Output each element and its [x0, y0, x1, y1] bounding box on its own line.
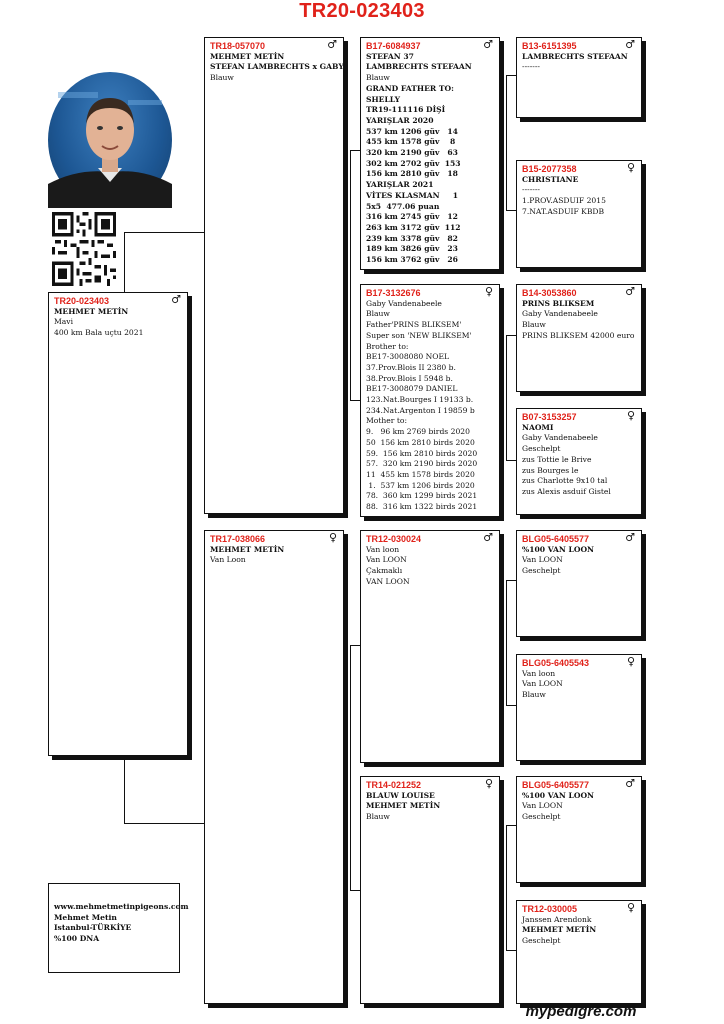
pedigree-title: TR20-023403 [299, 0, 425, 22]
card-line: 38.Prov.Blois I 5948 b. [366, 373, 453, 383]
card-line: 5x5 477.06 puan [366, 201, 440, 211]
card-line: TR19-111116 DİŞİ [366, 105, 446, 115]
sire-dam-card [360, 284, 500, 517]
card-line: Blauw [366, 73, 390, 83]
ring-number: BLG05-6405577 [522, 534, 590, 544]
ring-number: TR12-030005 [522, 904, 578, 914]
connector-line [124, 232, 125, 292]
connector-line [124, 232, 204, 233]
card-line: Gaby Vandenabeele [366, 298, 442, 308]
footer-watermark: mypedigre.com [525, 1003, 637, 1020]
connector-line [506, 825, 516, 826]
card-line: Gaby Vandenabeele [522, 309, 598, 319]
card-line: 156 km 3762 güv 26 [366, 255, 458, 265]
card-line: 9. 96 km 2769 birds 2020 [366, 427, 470, 437]
card-line: 537 km 1206 güv 14 [366, 126, 458, 136]
card-line: 57. 320 km 2190 birds 2020 [366, 459, 478, 469]
dss-card [516, 530, 642, 637]
female-sex-icon: ♀ [626, 655, 635, 668]
sire-card [204, 37, 344, 514]
ring-number: B17-3132676 [366, 288, 421, 298]
female-sex-icon: ♀ [626, 901, 635, 914]
card-line: NAOMI [522, 422, 554, 432]
card-line: Blauw [366, 812, 390, 822]
ssd-card [516, 160, 642, 268]
card-line: 50 156 km 2810 birds 2020 [366, 437, 475, 447]
card-line: 59. 156 km 2810 birds 2020 [366, 448, 478, 458]
card-line: Blauw [210, 73, 234, 83]
ring-number: B15-2077358 [522, 164, 577, 174]
card-line: 189 km 3826 güv 23 [366, 244, 458, 254]
card-line: LAMBRECHTS STEFAAN [366, 62, 472, 72]
card-line: 239 km 3378 güv 82 [366, 233, 458, 243]
dna-note: %100 DNA [54, 934, 100, 944]
sds-card [516, 284, 642, 392]
connector-line [350, 890, 360, 891]
card-line: GRAND FATHER TO: [366, 83, 454, 93]
female-sex-icon: ♀ [626, 161, 635, 174]
dds-card [516, 776, 642, 883]
connector-line [506, 825, 507, 950]
ring-number: B14-3053860 [522, 288, 577, 298]
male-sex-icon: ♂ [625, 38, 635, 51]
card-line: Brother to: [366, 341, 409, 351]
card-line: ------- [522, 62, 540, 72]
color: Mavi [54, 317, 74, 327]
connector-line [506, 580, 507, 705]
ring-number: B07-3153257 [522, 412, 577, 422]
card-line: 316 km 2745 güv 12 [366, 212, 458, 222]
card-line: 302 km 2702 güv 153 [366, 158, 461, 168]
breeder-info-box [48, 883, 189, 973]
card-line: CHRISTIANE [522, 174, 579, 184]
connector-line [506, 705, 516, 706]
card-line: YARIŞLAR 2021 [366, 180, 434, 190]
female-sex-icon: ♀ [626, 409, 635, 422]
connector-line [350, 645, 351, 890]
connector-line [506, 75, 516, 76]
male-sex-icon: ♂ [625, 777, 635, 790]
card-line: MEHMET METİN [210, 51, 285, 61]
card-line: BE17-3008080 NOEL [366, 352, 450, 362]
ring-number: TR12-030024 [366, 534, 422, 544]
male-sex-icon: ♂ [483, 38, 493, 51]
card-line: %100 VAN LOON [522, 544, 594, 554]
card-line: 234.Nat.Argenton I 19859 b [366, 405, 475, 415]
note: 400 km Bala uçtu 2021 [54, 328, 144, 338]
connector-line [124, 823, 204, 824]
card-line: Van LOON [366, 555, 407, 565]
card-line: SHELLY [366, 94, 401, 104]
card-line: zus Tottie le Brive [522, 454, 592, 464]
card-line: %100 VAN LOON [522, 790, 594, 800]
ddd-card [516, 900, 642, 1004]
female-sex-icon: ♀ [484, 777, 493, 790]
ring-number: TR14-021252 [366, 780, 422, 790]
male-sex-icon: ♂ [171, 293, 181, 306]
connector-line [506, 950, 516, 951]
card-line: 455 km 1578 güv 8 [366, 137, 456, 147]
owner-photo-illustration [48, 72, 172, 208]
connector-line [506, 580, 516, 581]
card-line: MEHMET METİN [366, 801, 441, 811]
card-line: zus Alexis asduif Gistel [522, 486, 611, 496]
card-line: Van LOON [522, 679, 563, 689]
card-line: 123.Nat.Bourges I 19133 b. [366, 395, 474, 405]
male-sex-icon: ♂ [483, 531, 493, 544]
card-line: 88. 316 km 1322 birds 2021 [366, 502, 478, 512]
website-link[interactable]: www.mehmetmetinpigeons.com [54, 902, 189, 911]
ring-number: BLG05-6405543 [522, 658, 590, 668]
card-line: Blauw [366, 309, 390, 319]
card-line: MEHMET METİN [522, 925, 597, 935]
female-sex-icon: ♀ [484, 285, 493, 298]
card-line: Geschelpt [522, 812, 561, 822]
card-line: 7.NAT.ASDUIF KBDB [522, 206, 605, 216]
card-line: ------- [522, 185, 540, 195]
card-line: Blauw [522, 320, 546, 330]
card-line: Blauw [522, 690, 546, 700]
card-line: MEHMET METİN [210, 544, 285, 554]
card-line: BE17-3008079 DANIEL [366, 384, 458, 394]
card-line: 1.PROV.ASDUIF 2015 [522, 196, 606, 206]
qr-code-icon [52, 212, 116, 286]
sdd-card [516, 408, 642, 515]
dsd-card [516, 654, 642, 761]
card-line: VİTES KLASMAN 1 [366, 190, 459, 200]
card-line: STEFAN LAMBRECHTS x GABY [210, 62, 344, 72]
card-line: PRINS BLIKSEM [522, 298, 595, 308]
ring-number: B17-6084937 [366, 41, 421, 51]
card-line: zus Bourges le [522, 465, 579, 475]
card-line: Geschelpt [522, 936, 561, 946]
card-line: Geschelpt [522, 566, 561, 576]
card-line: 263 km 3172 güv 112 [366, 222, 461, 232]
male-sex-icon: ♂ [327, 38, 337, 51]
card-line: 37.Prov.Blois II 2380 b. [366, 362, 456, 372]
subject-card [48, 292, 188, 756]
card-line: BLAUW LOUISE [366, 790, 435, 800]
connector-line [350, 645, 360, 646]
connector-line [350, 150, 351, 400]
connector-line [124, 756, 125, 824]
card-line: Van Loon [210, 555, 246, 565]
card-line: 1. 537 km 1206 birds 2020 [366, 480, 475, 490]
card-line: PRINS BLIKSEM 42000 euro [522, 330, 635, 340]
ring-number: TR20-023403 [54, 296, 110, 306]
card-line: STEFAN 37 [366, 51, 414, 61]
connector-line [350, 150, 360, 151]
card-line: Van LOON [522, 801, 563, 811]
connector-line [350, 400, 360, 401]
sss-card [516, 37, 642, 118]
card-line: 78. 360 km 1299 birds 2021 [366, 491, 478, 501]
card-line: Super son 'NEW BLIKSEM' [366, 330, 472, 340]
card-line: Çakmaklı [366, 566, 403, 576]
male-sex-icon: ♂ [625, 531, 635, 544]
card-line: VAN LOON [366, 576, 410, 586]
card-line: YARIŞLAR 2020 [366, 115, 434, 125]
card-line: 156 km 2810 güv 18 [366, 169, 458, 179]
ring-number: B13-6151395 [522, 41, 577, 51]
card-line: Van loon [522, 668, 556, 678]
card-line: 320 km 2190 güv 63 [366, 148, 458, 158]
ring-number: TR17-038066 [210, 534, 266, 544]
dam-dam-card [360, 776, 500, 1004]
ring-number: TR18-057070 [210, 41, 266, 51]
card-line: Van LOON [522, 555, 563, 565]
owner-name: MEHMET METİN [54, 306, 129, 316]
breeder-name: Mehmet Metin [54, 912, 117, 922]
connector-line [506, 335, 516, 336]
ring-number: BLG05-6405577 [522, 780, 590, 790]
card-line: Gaby Vandenabeele [522, 433, 598, 443]
female-sex-icon: ♀ [328, 531, 337, 544]
sire-sire-card [360, 37, 500, 270]
dam-sire-card [360, 530, 500, 763]
card-line: 11 455 km 1578 birds 2020 [366, 469, 475, 479]
card-line: LAMBRECHTS STEFAAN [522, 51, 628, 61]
card-line: Mother to: [366, 416, 408, 426]
card-line: Geschelpt [522, 444, 561, 454]
connector-line [506, 460, 516, 461]
dam-card [204, 530, 344, 1004]
male-sex-icon: ♂ [625, 285, 635, 298]
card-line: Van loon [366, 544, 400, 554]
card-line: Janssen Arendonk [522, 914, 592, 924]
card-line: zus Charlotte 9x10 tal [522, 476, 608, 486]
connector-line [506, 210, 516, 211]
card-line: Father'PRINS BLIKSEM' [366, 320, 462, 330]
connector-line [506, 75, 507, 210]
owner-photo [48, 72, 172, 208]
breeder-location: Istanbul-TÜRKİYE [54, 923, 132, 933]
connector-line [506, 335, 507, 460]
